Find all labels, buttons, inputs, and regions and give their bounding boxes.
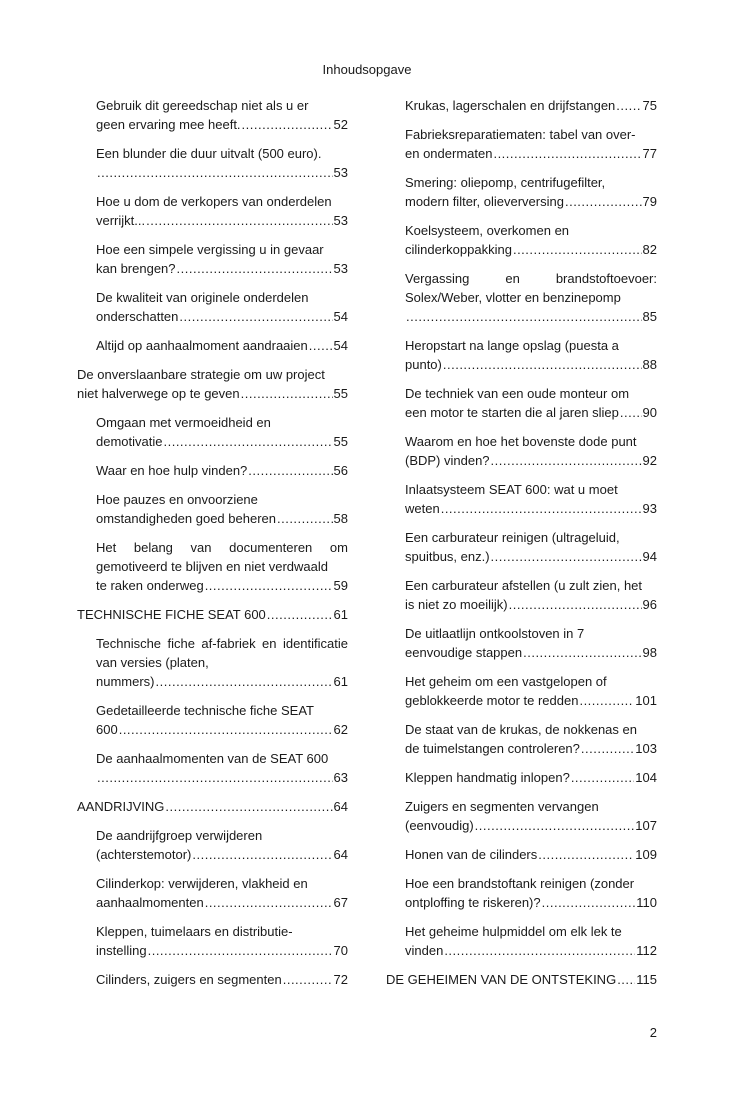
toc-page-number: 56 (333, 463, 348, 478)
toc-entry-title: De aandrijfgroep verwijderen (96, 828, 263, 843)
toc-page-number: 79 (642, 194, 657, 209)
toc-entry-title: Een carburateur afstellen (u zult zien, het (405, 578, 643, 593)
toc-entry-title: Waarom en hoe het bovenste dode punt (405, 434, 637, 449)
dot-leader (617, 970, 635, 989)
toc-entry-title: Technische fiche af-fabriek en identificatie van versies (platen, (96, 636, 348, 670)
toc-entry-title: Inlaatsysteem SEAT 600: wat u moet (405, 482, 618, 497)
toc-entry[interactable] (77, 874, 348, 912)
page-number: 2 (649, 1025, 657, 1040)
toc-page-number: 110 (636, 895, 657, 910)
toc-page-number: 85 (642, 309, 657, 324)
toc-entry-title-end: omstandigheden goed beheren (96, 511, 276, 526)
toc-page-number: 63 (333, 770, 348, 785)
dot-leader (565, 192, 642, 211)
toc-entry-title-end: aanhaalmomenten (96, 895, 204, 910)
toc-entry-title: Koelsysteem, overkomen en (405, 223, 570, 238)
dot-leader (616, 96, 641, 115)
toc-entry-title-end: spuitbus, enz.) (405, 549, 490, 564)
dot-leader (620, 403, 642, 422)
toc-entry-title-end: eenvoudige stappen (405, 645, 523, 660)
toc-entry-title: Het geheim om een vastgelopen of (405, 674, 607, 689)
toc-entry-title: De uitlaatlijn ontkoolstoven in 7 (405, 626, 585, 641)
toc-page-number: 72 (333, 972, 348, 987)
toc-entry[interactable] (77, 336, 348, 355)
toc-entry[interactable] (386, 874, 657, 912)
toc-entry-title-end: (BDP) vinden? (405, 453, 490, 468)
toc-entry[interactable] (386, 480, 657, 518)
toc-page-number: 55 (333, 386, 348, 401)
toc-entry-title: Kleppen, tuimelaars en distributie- (96, 924, 293, 939)
toc-entry-title-end: (eenvoudig) (405, 818, 474, 833)
toc-entry-title-end: geblokkeerde motor te redden (405, 693, 579, 708)
dot-leader (493, 144, 641, 163)
toc-entry[interactable] (386, 125, 657, 163)
toc-entry-title-end: en ondermaten (405, 146, 493, 161)
toc-page-number: 55 (333, 434, 348, 449)
toc-entry-title: Een blunder die duur uitvalt (500 euro). (96, 146, 322, 161)
toc-entry-title-end: (achterstemotor) (96, 847, 192, 862)
toc-page-number: 61 (333, 607, 348, 622)
toc-entry[interactable] (77, 970, 348, 989)
toc-entry[interactable] (386, 845, 657, 864)
dot-leader (509, 595, 642, 614)
toc-entry-title-end: nummers) (96, 674, 155, 689)
toc-entry-title-end: kan brengen? (96, 261, 176, 276)
toc-entry-title-end: modern filter, olieverversing (405, 194, 564, 209)
toc-entry-title-end: Krukas, lagerschalen en drijfstangen (405, 98, 616, 113)
toc-page-number: 103 (635, 741, 657, 756)
toc-entry[interactable] (386, 432, 657, 470)
dot-leader (192, 845, 332, 864)
toc-column-left (77, 96, 348, 999)
toc-entry-title-end: Waar en hoe hulp vinden? (96, 463, 248, 478)
toc-page-number: 70 (333, 943, 348, 958)
toc-entry-title-end: weten (405, 501, 440, 516)
toc-page-number: 64 (333, 799, 348, 814)
toc-entry[interactable] (386, 768, 657, 787)
toc-entry-title: Vergassing en brandstoftoevoer: Solex/Weber, vlotter en benzinepomp (405, 271, 657, 305)
dot-leader (205, 576, 333, 595)
toc-page-number: 112 (636, 943, 657, 958)
toc-page-number: 101 (635, 693, 657, 708)
toc-entry-title-end: Cilinders, zuigers en segmenten (96, 972, 282, 987)
toc-page-number: 75 (642, 98, 657, 113)
toc-entry-title-end: onderschatten (96, 309, 179, 324)
toc-entry[interactable] (77, 922, 348, 960)
toc-entry-title-end: verrijkt... (96, 213, 146, 228)
toc-entry-title-end: Honen van de cilinders (405, 847, 538, 862)
toc-entry-title: Hoe pauzes en onvoorziene (96, 492, 258, 507)
dot-leader (581, 739, 634, 758)
toc-entry[interactable] (77, 461, 348, 480)
dot-leader (163, 432, 332, 451)
toc-entry[interactable] (77, 826, 348, 864)
toc-entry-title-end: is niet zo moeilijk) (405, 597, 508, 612)
toc-column-right (386, 96, 657, 999)
toc-entry-title-end: cilinderkoppakking (405, 242, 512, 257)
toc-page-number: 109 (635, 847, 657, 862)
dot-leader (97, 768, 333, 787)
dot-leader (513, 240, 642, 259)
dot-leader (443, 355, 642, 374)
dot-leader (179, 307, 332, 326)
dot-leader (491, 547, 642, 566)
dot-leader (241, 384, 333, 403)
toc-entry-title-end: instelling (96, 943, 147, 958)
toc-page-number: 115 (636, 972, 657, 987)
toc-page-number: 53 (333, 165, 348, 180)
toc-entry[interactable] (77, 634, 348, 691)
toc-entry-title-end: DE GEHEIMEN VAN DE ONTSTEKING (386, 972, 617, 987)
dot-leader (406, 307, 642, 326)
toc-entry-title: De onverslaanbare strategie om uw project (77, 367, 325, 382)
toc-entry[interactable] (77, 413, 348, 451)
dot-leader (148, 941, 333, 960)
dot-leader (205, 893, 333, 912)
toc-entry-title-end: een motor te starten die al jaren sliep (405, 405, 619, 420)
toc-page-number: 93 (642, 501, 657, 516)
toc-entry[interactable] (386, 624, 657, 662)
dot-leader (538, 845, 634, 864)
toc-page-number: 54 (333, 309, 348, 324)
dot-leader (119, 720, 333, 739)
dot-leader (579, 691, 634, 710)
toc-entry-title: De staat van de krukas, de nokkenas en (405, 722, 637, 737)
toc-entry-title: Het belang van documenteren om gemotiveerd te blijven en niet verdwaald (96, 540, 348, 574)
dot-leader (444, 941, 635, 960)
toc-entry-title-end: TECHNISCHE FICHE SEAT 600 (77, 607, 266, 622)
toc-page-number: 54 (333, 338, 348, 353)
toc-entry-title-end: de tuimelstangen controleren? (405, 741, 580, 756)
toc-page-number: 52 (333, 117, 348, 132)
toc-entry-title-end: Kleppen handmatig inlopen? (405, 770, 570, 785)
toc-page-number: 94 (642, 549, 657, 564)
toc-entry[interactable] (77, 144, 348, 182)
toc-entry-title: Gedetailleerde technische fiche SEAT (96, 703, 314, 718)
toc-page-number: 58 (333, 511, 348, 526)
toc-entry[interactable] (386, 269, 657, 326)
toc-entry[interactable] (77, 96, 348, 134)
toc-entry-title: Heropstart na lange opslag (puesta a (405, 338, 619, 353)
toc-entry-title: Smering: oliepomp, centrifugefilter, (405, 175, 606, 190)
toc-entry[interactable] (77, 701, 348, 739)
toc-entry-title: Omgaan met vermoeidheid en (96, 415, 271, 430)
toc-entry-title: De kwaliteit van originele onderdelen (96, 290, 309, 305)
toc-entry[interactable] (386, 720, 657, 758)
toc-page-number: 98 (642, 645, 657, 660)
dot-leader (491, 451, 642, 470)
dot-leader (97, 163, 333, 182)
toc-entry[interactable] (386, 173, 657, 211)
toc-entry[interactable] (77, 797, 348, 816)
toc-entry[interactable] (386, 336, 657, 374)
toc-entry[interactable] (386, 221, 657, 259)
toc-entry-title: Hoe een simpele vergissing u in gevaar (96, 242, 324, 257)
toc-entry[interactable] (386, 922, 657, 960)
toc-entry-title: Het geheime hulpmiddel om elk lek te (405, 924, 622, 939)
dot-leader (165, 797, 332, 816)
toc-entry-title: Hoe een brandstoftank reinigen (zonder (405, 876, 635, 891)
toc-entry-title: Hoe u dom de verkopers van onderdelen (96, 194, 332, 209)
toc-page-number: 92 (642, 453, 657, 468)
toc-entry[interactable] (386, 384, 657, 422)
toc-entry-title: Cilinderkop: verwijderen, vlakheid en (96, 876, 308, 891)
toc-entry[interactable] (77, 749, 348, 787)
dot-leader (146, 211, 332, 230)
toc-entry-title-end: niet halverwege op te geven (77, 386, 240, 401)
toc-entry[interactable] (77, 605, 348, 624)
dot-leader (309, 336, 333, 355)
dot-leader (242, 115, 333, 134)
dot-leader (475, 816, 635, 835)
toc-page-number: 88 (642, 357, 657, 372)
toc-entry[interactable] (77, 365, 348, 403)
toc-entry-title-end: vinden (405, 943, 444, 958)
toc-page-number: 61 (333, 674, 348, 689)
toc-entry[interactable] (77, 240, 348, 278)
dot-leader (177, 259, 333, 278)
toc-entry-title-end: demotivatie (96, 434, 163, 449)
toc-entry[interactable] (77, 490, 348, 528)
toc-entry[interactable] (77, 538, 348, 595)
toc-entry-title: Gebruik dit gereedschap niet als u er (96, 98, 309, 113)
toc-page-number: 104 (635, 770, 657, 785)
toc-entry-title: Fabrieksreparatiematen: tabel van over- (405, 127, 636, 142)
toc-entry[interactable] (386, 672, 657, 710)
toc-page-number: 62 (333, 722, 348, 737)
dot-leader (248, 461, 332, 480)
dot-leader (571, 768, 634, 787)
toc-page-number: 107 (635, 818, 657, 833)
page-header: Inhoudsopgave (322, 62, 412, 77)
toc-entry-title-end: geen ervaring mee heeft. (96, 117, 241, 132)
toc-page-number: 96 (642, 597, 657, 612)
toc-page-number: 77 (642, 146, 657, 161)
toc-entry-title-end: punto) (405, 357, 442, 372)
toc-entry[interactable] (386, 528, 657, 566)
toc-entry-title: De techniek van een oude monteur om (405, 386, 630, 401)
toc-entry-title-end: te raken onderweg (96, 578, 204, 593)
toc-page-number: 82 (642, 242, 657, 257)
toc-page-number: 53 (333, 261, 348, 276)
toc-entry-title: Zuigers en segmenten vervangen (405, 799, 599, 814)
toc-entry-title-end: Altijd op aanhaalmoment aandraaien (96, 338, 308, 353)
toc-entry-title-end: ontploffing te riskeren)? (405, 895, 541, 910)
toc-entry[interactable] (386, 970, 657, 989)
dot-leader (441, 499, 642, 518)
toc-entry[interactable] (386, 797, 657, 835)
toc-entry-title-end: AANDRIJVING (77, 799, 165, 814)
toc-entry[interactable] (386, 576, 657, 614)
toc-page-number: 90 (642, 405, 657, 420)
toc-entry[interactable] (77, 288, 348, 326)
dot-leader (277, 509, 333, 528)
toc-page-number: 67 (333, 895, 348, 910)
dot-leader (267, 605, 333, 624)
dot-leader (156, 672, 333, 691)
dot-leader (283, 970, 333, 989)
toc-entry-title: Een carburateur reinigen (ultrageluid, (405, 530, 620, 545)
toc-entry-title-end: 600 (96, 722, 118, 737)
toc-entry[interactable] (77, 192, 348, 230)
dot-leader (523, 643, 641, 662)
dot-leader (542, 893, 636, 912)
toc-entry-title: De aanhaalmomenten van de SEAT 600 (96, 751, 329, 766)
toc-page-number: 59 (333, 578, 348, 593)
toc-entry[interactable] (386, 96, 657, 115)
toc-page-number: 53 (333, 213, 348, 228)
toc-page-number: 64 (333, 847, 348, 862)
